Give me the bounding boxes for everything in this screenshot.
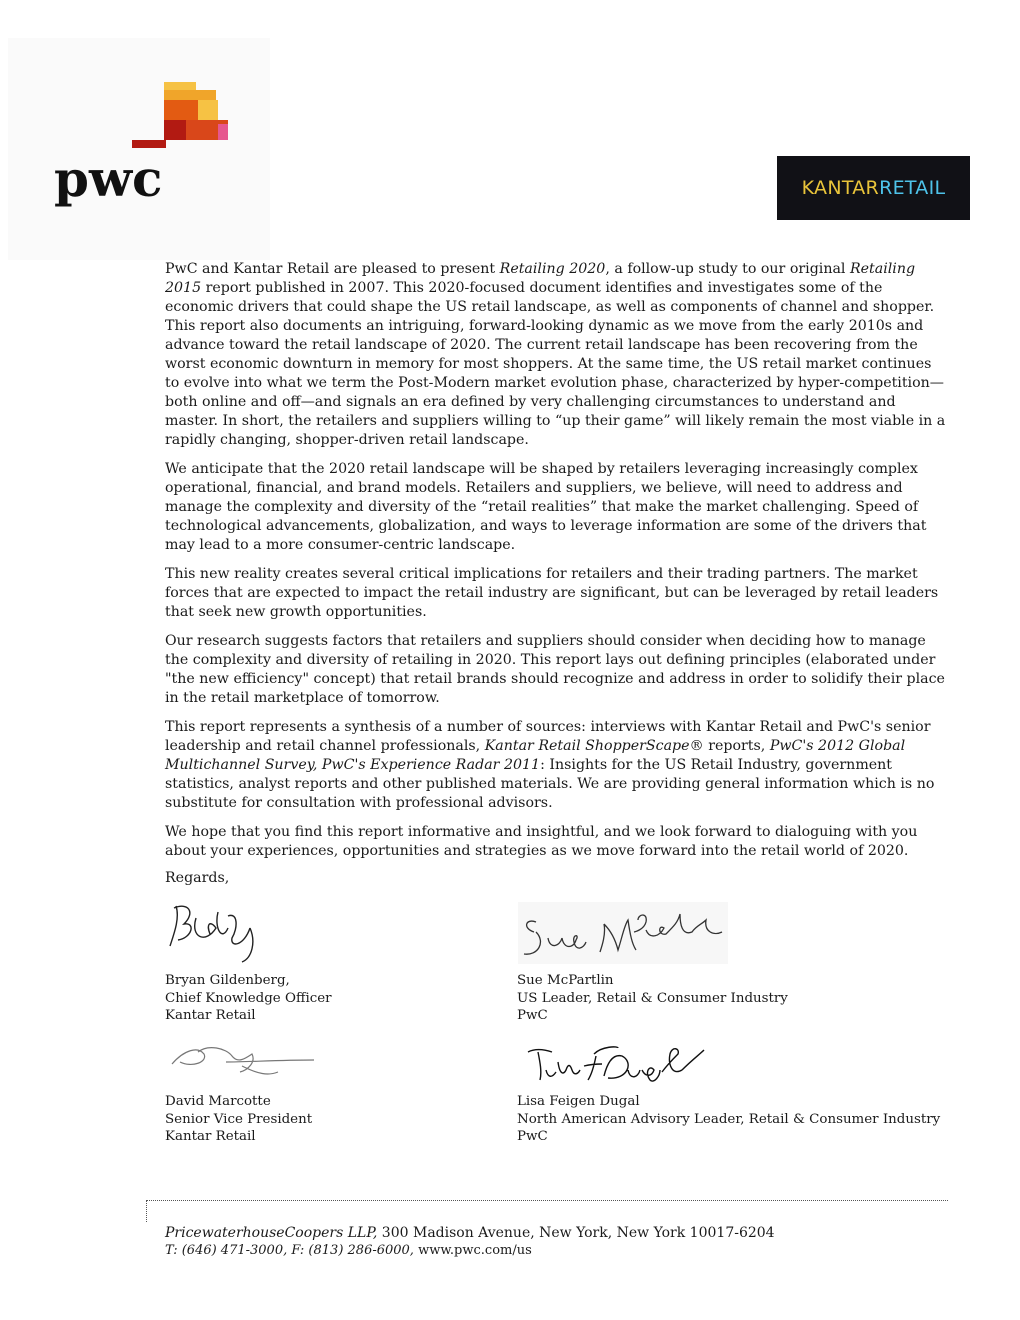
logo-background <box>8 38 270 260</box>
signature-bryan-gildenberg <box>166 898 266 966</box>
signatory-title: US Leader, Retail & Consumer Industry <box>517 990 788 1006</box>
pwc-mark-block <box>132 140 166 148</box>
signatory-block-3 <box>165 1093 312 1146</box>
paragraph-2: We anticipate that the 2020 retail landscape will be shaped by retailers leveraging increasingly complex operational, financial, and brand models. Retailers and suppliers, we believe, will need to address and manage the complexity and diversity of the “retail realities” that make the market challenging. Speed of technological advancements, globalization, and ways to leverage information are some of the drivers that may lead to a more consumer-centric landscape. <box>165 461 927 553</box>
footer-divider-tick <box>146 1200 147 1222</box>
signatory-org: Kantar Retail <box>165 1129 256 1144</box>
signature-david-marcotte <box>168 1040 318 1080</box>
signatory-block-2 <box>517 972 788 1025</box>
footer-street: 300 Madison Avenue, New York, New York 10017-6204 <box>377 1225 775 1241</box>
kantar-logo-text: KANTAR <box>801 177 880 199</box>
signatory-title: Chief Knowledge Officer <box>165 990 332 1006</box>
paragraph-5: This report represents a synthesis of a number of sources: interviews with Kantar Retail and PwC's senior leadership and retail channel professionals, Kantar Retail ShopperScape® reports, PwC's 2012 Global Multichannel Survey, PwC's Experience Radar 2011: Insights for the US Retail Industry, government statistics, analyst reports and other published materials. We are providing general information which is no substitute for consultation with professional advisors. <box>165 719 935 811</box>
signatory-org: PwC <box>517 1129 548 1144</box>
footer-phones: T: (646) 471-3000, F: (813) 286-6000, <box>165 1243 414 1258</box>
signatory-block-4 <box>517 1093 940 1146</box>
paragraph-6: We hope that you find this report informative and insightful, and we look forward to dialoguing with you about your experiences, opportunities and strategies as we move forward into the retail world of 2020. <box>165 824 918 859</box>
letter-body <box>165 260 950 871</box>
pwc-wordmark <box>54 160 190 220</box>
footer-website[interactable]: www.pwc.com/us <box>413 1243 532 1258</box>
signatory-name: Bryan Gildenberg, <box>165 973 290 988</box>
pwc-mark-block <box>164 100 198 120</box>
paragraph-4: Our research suggests factors that retailers and suppliers should consider when deciding how to manage the complexity and diversity of retailing in 2020. This report lays out defining principles (elaborated under "the new efficiency" concept) that retail brands should recognize and address in order to solidify their place in the retail marketplace of tomorrow. <box>165 633 945 706</box>
signatory-block-1 <box>165 972 332 1025</box>
closing-regards: Regards, <box>165 870 230 886</box>
footer-company: PricewaterhouseCoopers LLP, <box>165 1225 378 1241</box>
footer-address <box>165 1224 775 1260</box>
paragraph-1: PwC and Kantar Retail are pleased to present Retailing 2020, a follow-up study to our original Retailing 2015 report published in 2007. This 2020-focused document identifies and investigates some of the economic drivers that could shape the US retail landscape, as well as components of channel and shopper. This report also documents an intriguing, forward-looking dynamic as we move from the early 2010s and advance toward the retail landscape of 2020. The current retail landscape has been recovering from the worst economic downturn in memory for most shoppers. At the same time, the US retail market continues to evolve into what we term the Post-Modern market evolution phase, characterized by hyper-competition—both online and off—and signals an era defined by very challenging circumstances to understand and master. In short, the retailers and suppliers willing to “up their game” will likely remain the most viable in a rapidly changing, shopper-driven retail landscape. <box>165 261 946 448</box>
signatory-title: North American Advisory Leader, Retail & Consumer Industry <box>517 1111 941 1127</box>
signatory-title: Senior Vice President <box>165 1111 313 1127</box>
signature-lisa-feigen-dugal <box>522 1040 712 1084</box>
signature-sue-mcpartlin <box>518 902 728 964</box>
signatory-name: David Marcotte <box>165 1094 271 1109</box>
paragraph-3: This new reality creates several critical implications for retailers and their trading partners. The market forces that are expected to impact the retail industry are significant, but can be leveraged by retail leaders that seek new growth opportunities. <box>165 566 939 620</box>
signatory-name: Lisa Feigen Dugal <box>517 1094 640 1109</box>
retail-logo-text: RETAIL <box>879 177 946 199</box>
pwc-logo-mark <box>132 82 228 148</box>
signatory-name: Sue McPartlin <box>517 973 614 988</box>
pwc-wordmark-text: pwc <box>54 160 163 208</box>
pwc-mark-block <box>218 124 228 140</box>
pwc-mark-block <box>164 120 186 140</box>
signatory-org: Kantar Retail <box>165 1008 256 1023</box>
signatory-org: PwC <box>517 1008 548 1023</box>
kantar-retail-logo <box>777 156 970 220</box>
footer-divider <box>146 1200 948 1201</box>
